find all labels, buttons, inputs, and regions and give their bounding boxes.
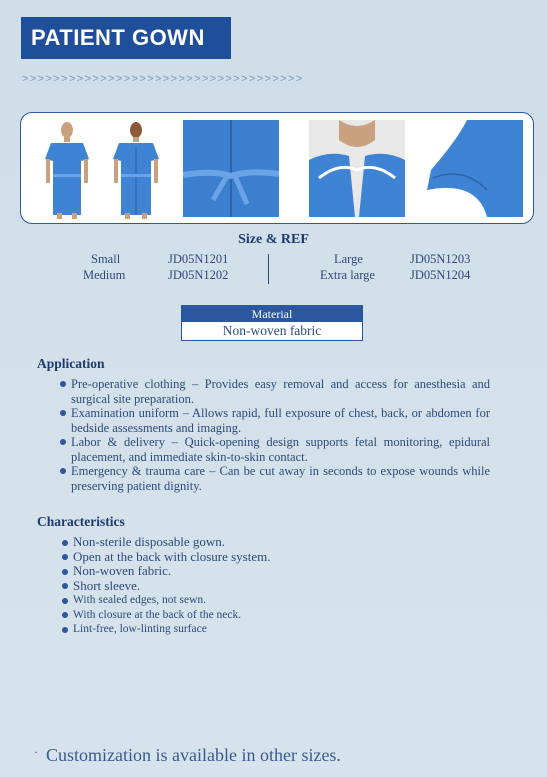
size-label-small: Small	[91, 252, 121, 266]
short-sleeve-closeup-photo	[427, 120, 523, 217]
material-value: Non-woven fabric	[222, 323, 322, 338]
characteristics-title: Characteristics	[37, 514, 125, 529]
list-item: Labor & delivery – Quick-opening design supports fetal monitoring, epidural placement, and immediate skin-to-skin contact.	[60, 435, 490, 464]
size-ref-title: Size & REF	[238, 232, 309, 247]
list-item: Short sleeve.	[62, 579, 462, 594]
ref-code-large: JD05N1203	[410, 252, 471, 266]
size-divider	[268, 254, 269, 284]
size-label-medium: Medium	[83, 268, 126, 282]
list-item: Pre-operative clothing – Provides easy removal and access for anesthesia and surgical site preparation.	[60, 377, 490, 406]
waist-tie-closeup-photo	[183, 120, 279, 217]
size-label-extra-large: Extra large	[320, 268, 375, 282]
customization-note	[34, 745, 341, 766]
product-photo-strip	[20, 112, 534, 224]
application-list	[60, 377, 490, 493]
page-title: PATIENT GOWN	[21, 17, 231, 59]
footer-bullet: ·	[34, 745, 38, 759]
list-item: Lint-free, low-linting surface	[62, 622, 462, 637]
ref-code-extra-large: JD05N1204	[410, 268, 471, 282]
characteristics-list	[62, 535, 462, 637]
mannequin-front-photo	[43, 119, 91, 219]
material-label: Material	[182, 306, 362, 322]
list-item: Examination uniform – Allows rapid, full exposure of chest, back, or abdomen for bedside assessments and imaging.	[60, 406, 490, 435]
list-item: Non-sterile disposable gown.	[62, 535, 462, 550]
mannequin-back-photo	[111, 119, 161, 219]
list-item: Non-woven fabric.	[62, 564, 462, 579]
size-label-large: Large	[334, 252, 363, 266]
ref-code-medium: JD05N1202	[168, 268, 229, 282]
arrow-divider: >>>>>>>>>>>>>>>>>>>>>>>>>>>>>>>>>>>>	[22, 73, 304, 85]
material-table	[181, 305, 363, 341]
list-item: Emergency & trauma care – Can be cut away in seconds to expose wounds while preserving patient dignity.	[60, 464, 490, 493]
list-item: Open at the back with closure system.	[62, 550, 462, 565]
list-item: With sealed edges, not sewn.	[62, 593, 462, 608]
neck-tie-closeup-photo	[309, 120, 405, 217]
footer-text: Customization is available in other sizes.	[46, 745, 341, 765]
list-item: With closure at the back of the neck.	[62, 608, 462, 623]
ref-code-small: JD05N1201	[168, 252, 229, 266]
application-title: Application	[37, 356, 105, 371]
